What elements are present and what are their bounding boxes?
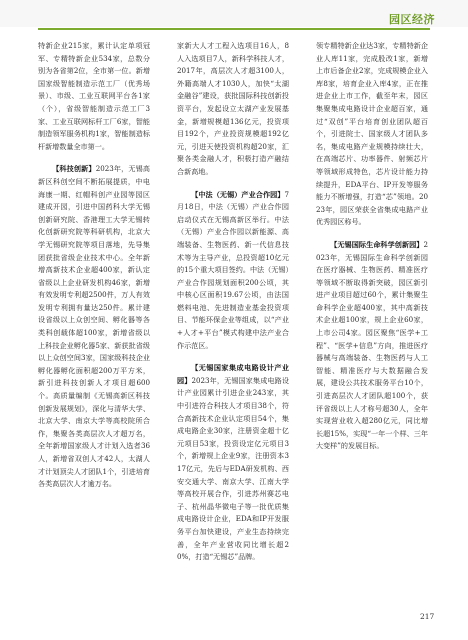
paragraph-text: 特新企业215家，累计认定单项冠军、专精特新企业534家，总数分别为各省第2位，全市第一位。新增国家级智能制造示范工厂（优秀场景）、市级、工业互联网平台各1家（个），省级智能制造示范工厂3家、工业互联网标杆工厂6家，智能制造领军服务机构1家，智能制造标杆新增数量全市第一。	[38, 41, 150, 151]
paragraph	[177, 189, 289, 353]
page-number: 217	[420, 612, 435, 621]
section-heading: 【科技创新】	[52, 164, 96, 174]
paragraph	[38, 40, 150, 153]
section-title: 园区经济	[389, 13, 435, 26]
text-column-1	[38, 40, 150, 491]
paragraph-text: 7月18日，中法（无锡）产业合作园启动仪式在无锡高新区举行。中法（无锡）产业合作园以新能源、高端装备、生物医药、新一代信息技术等为主导产业，总投资超10亿元的15个重大项目签约。中法（无锡）产业合作园规划面积200公顷，其中核心区面积19.67公顷，由法国燃料电池、先进制造业基金投资项目、节能环保企业等组成，以“产业+人才+平台”模式构建中法产业合作示范区。	[177, 189, 289, 350]
text-column-2	[177, 40, 289, 564]
paragraph	[177, 362, 289, 564]
paragraph-text: 2023年，无锡高新区科创空间不断拓展提质，中电海康一期、红帽科创产业园等园区建成开园，引进中国药科大学无锡创新研究院、香港理工大学无锡转化创新研究院等科研机构，北京大学无锡研究院等项目落地，先导集团获批省级企业技术中心。全年新增高新技术企业超400家，新认定省级以上企业研发机构46家，新增有效发明专利超2500件，万人有效发明专利拥有量达250件。累计建设省级以上众创空间、孵化器等各类科创载体超100家，新增省级以上科技企业孵化器5家、新获批省级以上众创空间3家，国家级科技企业孵化器孵化面积超200万平方米，新引进科技创新人才项目超600个。高质量编制《无锡高新区科技创新发展规划》，深化与清华大学、北京大学、南京大学等高校院所合作，集聚各类高层次人才超万名，全年新增国家级人才计划入选者36人，新增省双创人才42人，太湖人才计划顶尖人才团队1个，引进培育各类高层次人才逾万名。	[38, 164, 150, 489]
section-heading: 【无锡国际生命科学创新园】	[330, 239, 424, 249]
paragraph	[316, 40, 428, 229]
text-column-3	[316, 40, 428, 453]
paragraph	[177, 40, 289, 179]
section-heading: 【无锡国家集成电路设计产业园】	[177, 363, 289, 385]
paragraph-text: 领专精特新企业达3家，专精特新企业人库11家，完成股改1家，新增上市后备企业2家，完成规模企业入库8家，培育企业入库4家，正在推进企业上市工作，截至年末，园区集聚集成电路设计企业超百家，通过“双创”平台培育创业团队超百个，引进院士、国家级人才团队多名，集成电路产业规模持续壮大，在高端芯片、功率器件、射频芯片等领域形成特色，芯片设计能力持续提升，EDA平台、IP开发等服务能力不断增强，打造“芯”领地。2023年，园区荣获全省集成电路产业优秀园区称号。	[316, 41, 428, 227]
paragraph-text: 家新大人才工程入选项目16人，8人入选项目7人，新科学科技人才，2017年，高层次人才超3100人，外籍高端人才1030人，加快“太湖金融谷”建设，获批国际科技创新投资平台，发起设立太湖产业发展基金，新增规模超136亿元，投资项目192个，产业投资规模超192亿元，引进天使投资机构超20家，汇聚各类金融人才，积极打造产融结合新高地。	[177, 41, 289, 176]
paragraph	[316, 239, 428, 453]
header-rule	[38, 28, 430, 30]
paragraph	[38, 163, 150, 490]
paragraph-text: 2023年，无锡国际生命科学创新园在医疗器械、生物医药、精准医疗等领域不断取得新突破，园区新引进产业项目超过60个，累计集聚生命科学企业超400家，其中高新技术企业超100家，规上企业60家，上市公司4家。园区聚焦“医学+工程”、“医学+信息”方向，推进医疗器械与高端装备、生物医药与人工智能、精准医疗与大数据融合发展，建设公共技术服务平台10个，引进高层次人才团队超100个，获评省级以上人才称号超30人，全年实现营业收入超280亿元，同比增长超15%，实现“一年一个样、三年大变样”的发展目标。	[316, 239, 428, 451]
paragraph-text: 2023年，无锡国家集成电路设计产业园累计引进企业243家，其中引进符合科技人才项目38个，符合高新技术企业认定项目54个，集成电路企业30家，注册资金超十亿元项目53家，投资设定亿元项目3个，新增规上企业9家，注册资本317亿元，先后与EDA研发机构、西安交通大学、南京大学、江南大学等高校开展合作，引进苏州赛芯电子、杭州晶华微电子等一批优质集成电路设计企业，EDA和IP开发服务平台加快建设，产业生态持续完善，全年产业营收同比增长超20%，打造“无锡芯”品牌。	[177, 375, 289, 562]
section-heading: 【中法（无锡）产业合作园】	[191, 189, 285, 199]
